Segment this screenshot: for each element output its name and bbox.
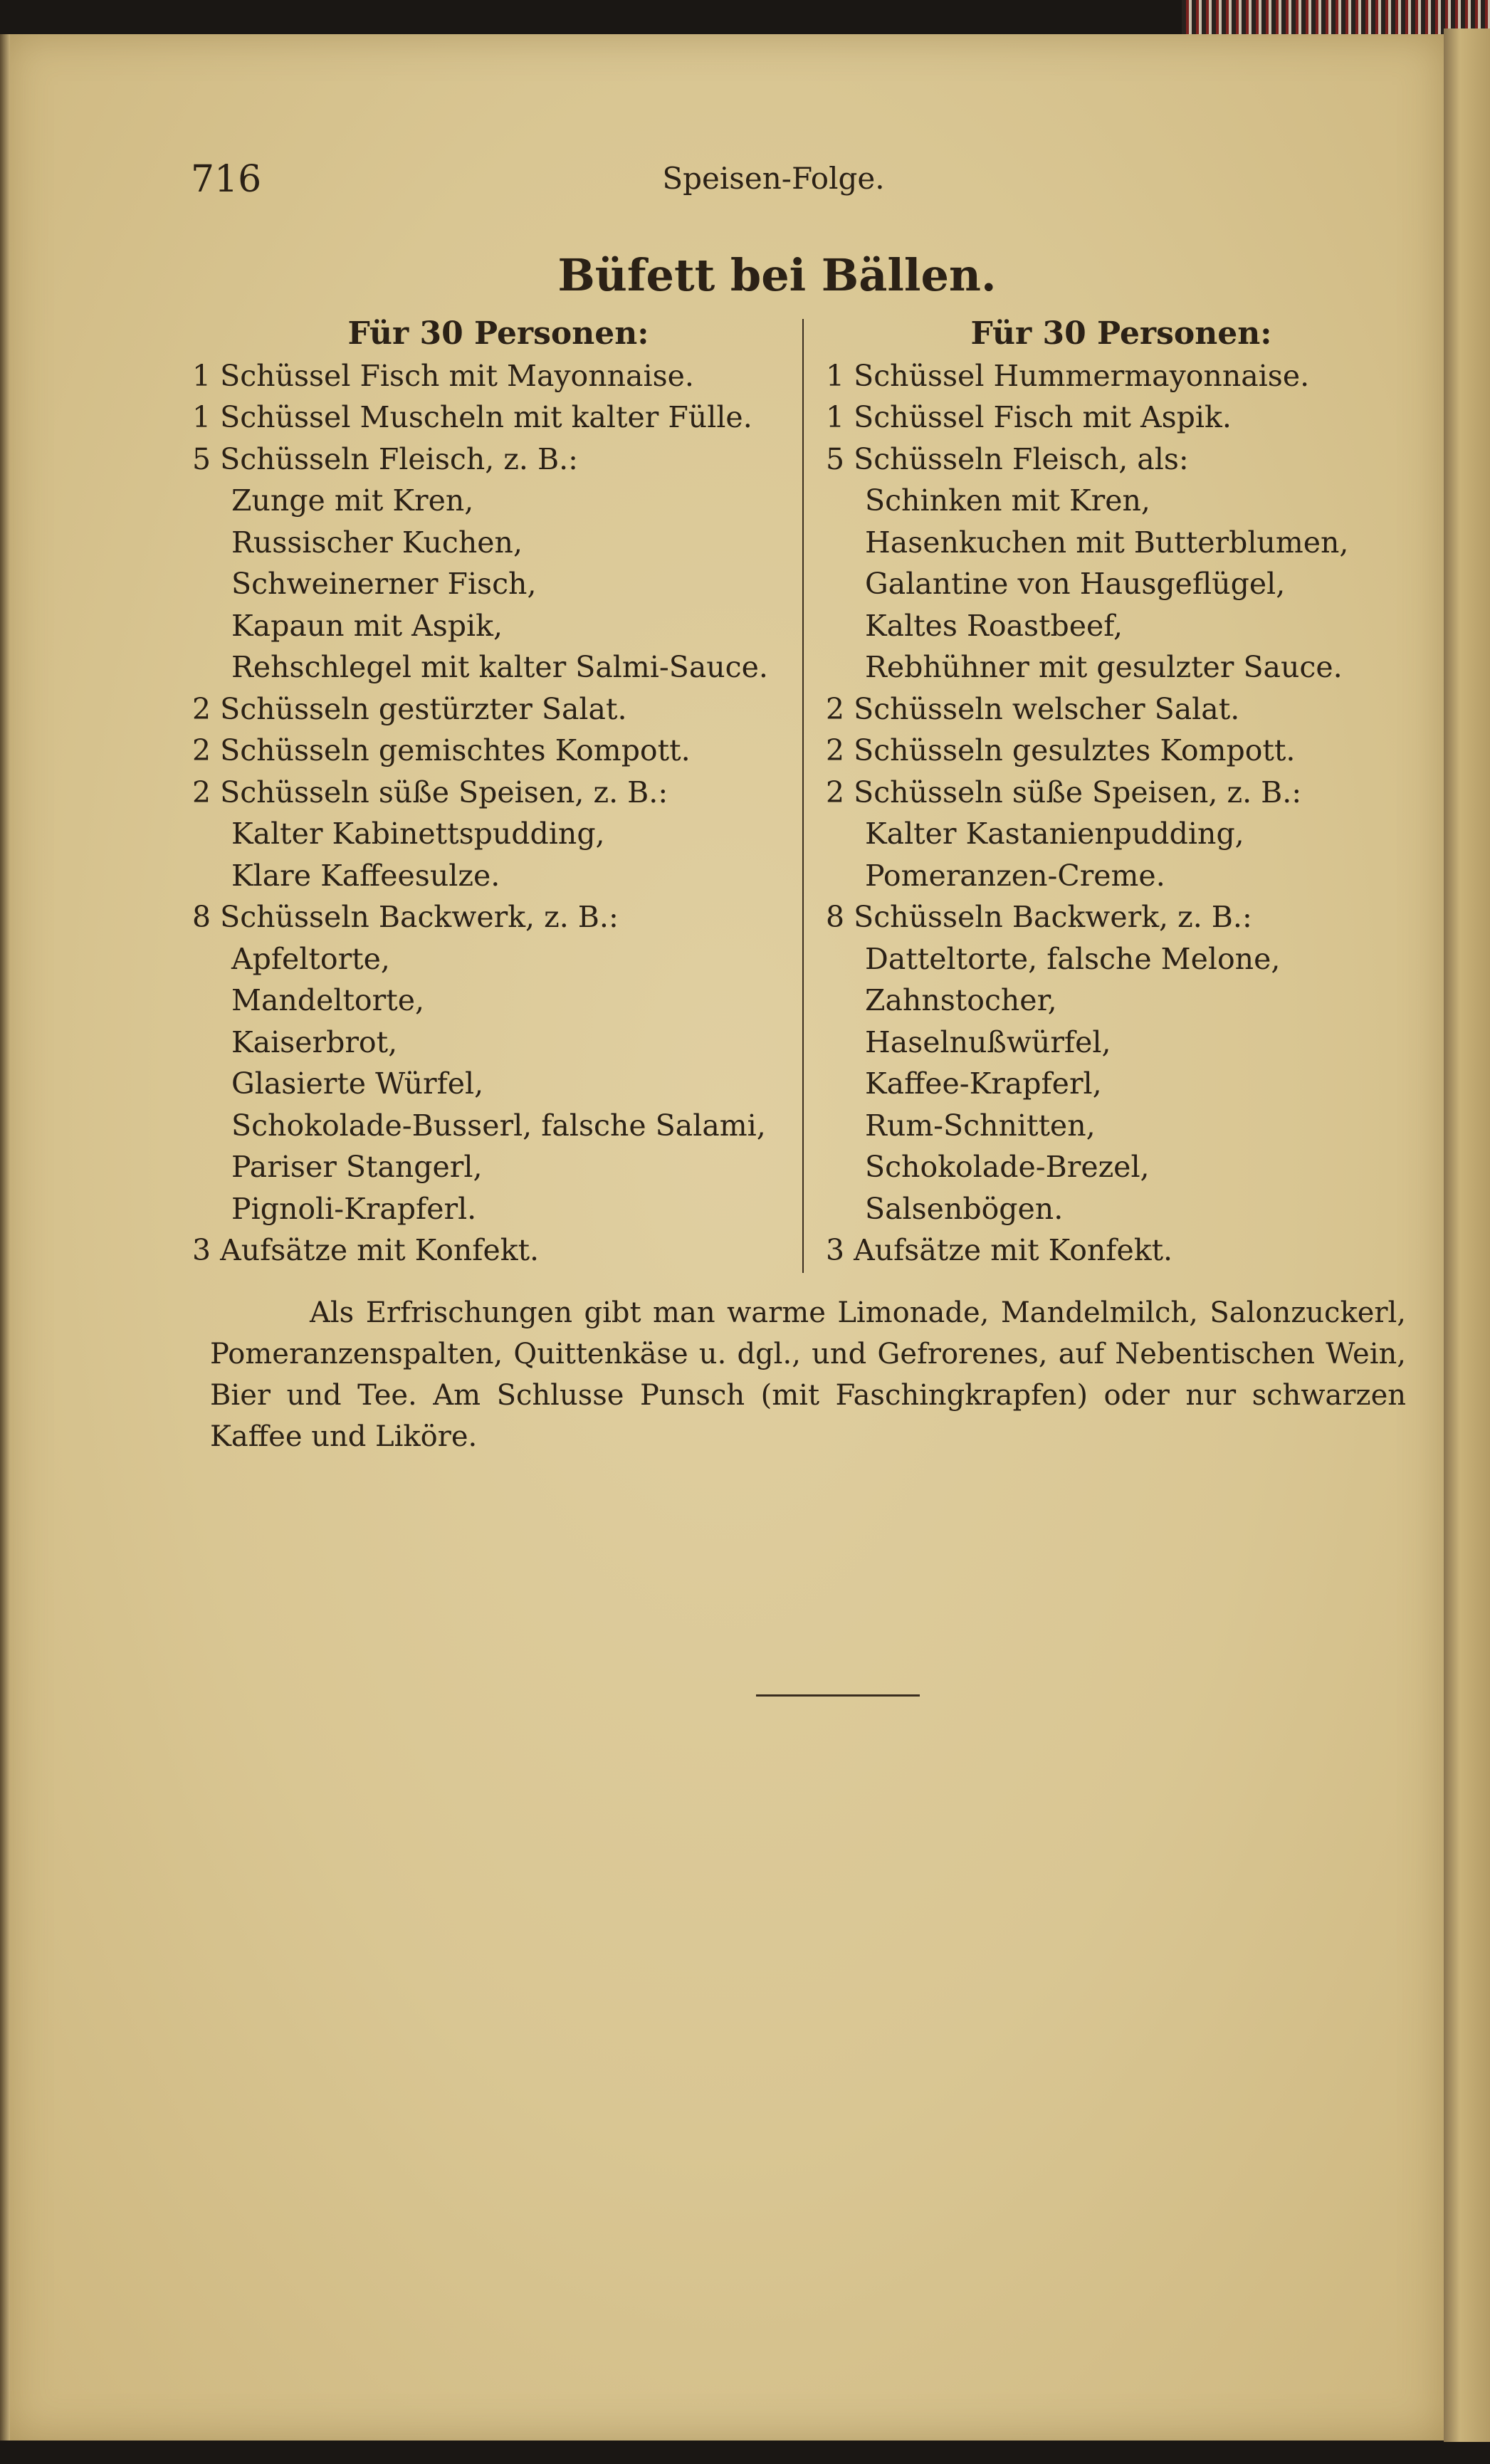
left-menu-line: 2 Schüsseln gestürzter Salat. [192,691,627,726]
left-menu-line: Schokolade-Busserl, falsche Salami, [231,1108,766,1143]
right-menu-line: Salsenbögen. [865,1191,1064,1226]
left-menu-line: Zunge mit Kren, [231,483,474,518]
left-menu-line: 1 Schüssel Muscheln mit kalter Fülle. [192,400,752,434]
left-menu-line: Russischer Kuchen, [231,525,523,560]
right-menu-line: Kalter Kastanienpudding, [865,817,1244,851]
page-number: 716 [191,158,262,201]
left-menu-line: 1 Schüssel Fisch mit Mayonnaise. [192,358,694,393]
left-menu-line: 2 Schüsseln süße Speisen, z. B.: [192,775,668,809]
left-menu-line: Kalter Kabinettspudding, [231,817,605,851]
right-menu-line: 2 Schüsseln gesulztes Kompott. [826,733,1296,767]
left-menu-line: 2 Schüsseln gemischtes Kompott. [192,733,691,767]
left-menu-line: 8 Schüsseln Backwerk, z. B.: [192,900,619,934]
right-menu-line: 1 Schüssel Fisch mit Aspik. [826,400,1232,434]
section-end-rule [756,1694,920,1697]
right-menu-line: Datteltorte, falsche Melone, [865,941,1281,976]
page-gutter [0,34,10,2441]
right-menu-line: Haselnußwürfel, [865,1024,1111,1059]
right-menu-line: Rebhühner mit gesulzter Sauce. [865,650,1343,684]
right-menu-line: 3 Aufsätze mit Konfekt. [826,1233,1173,1267]
right-menu-line: Hasenkuchen mit Butterblumen, [865,525,1349,560]
left-menu-line: Klare Kaffeesulze. [231,858,500,893]
left-menu-line: Mandeltorte, [231,983,424,1017]
right-menu-line: Kaffee-Krapferl, [865,1066,1102,1101]
right-menu-line: Galantine von Hausgeflügel, [865,567,1286,601]
right-column-title: Für 30 Personen: [970,315,1272,352]
right-menu-line: 1 Schüssel Hummermayonnaise. [826,358,1310,393]
left-menu-line: Glasierte Würfel, [231,1066,484,1101]
right-menu-line: 8 Schüsseln Backwerk, z. B.: [826,900,1252,934]
left-column-title: Für 30 Personen: [347,315,649,352]
left-menu-line: Kaiserbrot, [231,1024,398,1059]
refreshments-note: Als Erfrischungen gibt man warme Limonade, Mandelmilch, Salonzuckerl, Pomeranzenspalten, Quittenkäse u. dgl., und Gefrorenes, auf Nebentischen Wein, Bier und Tee. Am Schlusse Punsch (mit Faschingkrapfen) oder nur schwarzen Kaffee und Liköre. [210,1296,1406,1453]
right-menu-line: Schokolade-Brezel, [865,1150,1150,1184]
page-heading: Büfett bei Bällen. [557,249,997,301]
right-menu-line: Zahnstocher, [865,983,1057,1017]
left-menu-line: 5 Schüsseln Fleisch, z. B.: [192,441,578,476]
right-menu-line: Kaltes Roastbeef, [865,608,1123,643]
right-menu-list [826,355,1417,1272]
right-menu-line: 2 Schüsseln welscher Salat. [826,691,1240,726]
right-menu-line: Pomeranzen-Creme. [865,858,1165,893]
left-menu-line: Rehschlegel mit kalter Salmi-Sauce. [231,650,768,684]
left-menu-line: Pignoli-Krapferl. [231,1191,477,1226]
left-menu-line: Apfeltorte, [231,941,390,976]
left-menu-line: 3 Aufsätze mit Konfekt. [192,1233,540,1267]
column-divider [802,319,804,1273]
left-menu-list [192,355,783,1272]
left-menu-column [192,313,783,1272]
right-menu-line: Schinken mit Kren, [865,483,1150,518]
page-stack-edge [1444,28,1490,2442]
right-menu-line: Rum-Schnitten, [865,1108,1096,1143]
left-menu-line: Kapaun mit Aspik, [231,608,503,643]
right-menu-line: 2 Schüsseln süße Speisen, z. B.: [826,775,1302,809]
left-menu-line: Pariser Stangerl, [231,1150,483,1184]
running-head: Speisen-Folge. [662,161,885,196]
right-menu-column [826,313,1417,1272]
left-menu-line: Schweinerner Fisch, [231,567,537,601]
right-menu-line: 5 Schüsseln Fleisch, als: [826,441,1189,476]
